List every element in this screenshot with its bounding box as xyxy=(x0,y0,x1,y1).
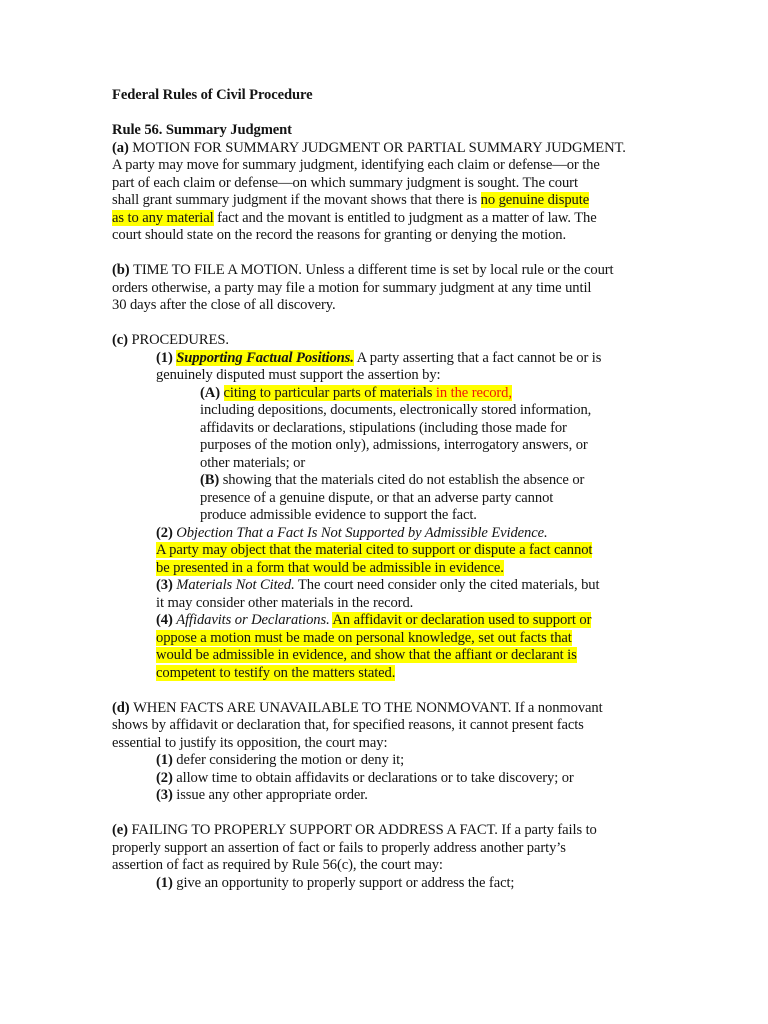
text-line xyxy=(112,227,728,245)
text-segment: A party may move for summary judgment, identifying each claim or defense—or the xyxy=(112,157,600,173)
text-segment: An affidavit or declaration used to support or xyxy=(332,612,592,628)
text-segment: citing to particular parts of materials xyxy=(223,384,436,401)
text-segment: Federal Rules of Civil Procedure xyxy=(112,87,313,103)
text-line xyxy=(112,595,728,613)
text-line xyxy=(112,630,728,648)
text-segment: (a) xyxy=(112,139,133,156)
text-line xyxy=(112,507,728,525)
text-segment: orders otherwise, a party may file a motion for summary judgment at any time until xyxy=(112,279,592,296)
text-segment: assertion of fact as required by Rule 56(c), the court may: xyxy=(112,857,443,873)
text-segment: as to any material xyxy=(112,209,214,226)
text-segment: Rule 56. Summary Judgment xyxy=(112,122,292,138)
text-line xyxy=(112,297,728,315)
text-line xyxy=(112,175,728,193)
text-segment: (c) xyxy=(112,332,132,348)
text-segment: other materials; or xyxy=(200,454,306,471)
text-segment: purposes of the motion only), admissions, interrogatory answers, or xyxy=(200,437,588,453)
text-segment: (3) xyxy=(156,787,177,803)
text-line xyxy=(112,367,728,385)
text-line xyxy=(112,735,728,753)
text-line xyxy=(112,385,728,403)
text-line xyxy=(112,840,728,858)
text-segment: presence of a genuine dispute, or that an adverse party cannot xyxy=(200,489,554,506)
text-line xyxy=(112,647,728,665)
text-segment: A party may object that the material cited to support or dispute a fact cannot xyxy=(156,542,593,558)
text-line xyxy=(112,542,728,560)
blank-line xyxy=(112,105,728,123)
text-segment: part of each claim or defense—on which summary judgment is sought. The court xyxy=(112,174,578,191)
text-segment: no genuine dispute xyxy=(480,192,590,208)
text-segment: give an opportunity to properly support or address the fact; xyxy=(176,874,515,891)
text-segment: essential to justify its opposition, the court may: xyxy=(112,734,388,751)
text-line xyxy=(112,472,728,490)
text-segment: (1) xyxy=(156,349,177,366)
text-segment: (2) xyxy=(156,524,177,541)
text-segment: allow time to obtain affidavits or declarations or to take discovery; or xyxy=(176,769,574,786)
text-segment: competent to testify on the matters stated. xyxy=(156,664,396,681)
text-line xyxy=(112,665,728,683)
text-segment: Affidavits or Declarations. xyxy=(176,612,330,628)
text-segment: Materials Not Cited. xyxy=(176,577,295,593)
text-segment: (B) xyxy=(200,472,223,488)
text-line xyxy=(112,612,728,630)
text-line xyxy=(112,192,728,210)
text-line xyxy=(112,490,728,508)
text-segment: MOTION FOR SUMMARY JUDGMENT OR PARTIAL SUMMARY JUDGMENT. xyxy=(132,139,626,156)
text-segment: (1) xyxy=(156,874,177,891)
text-segment: A party asserting that a fact cannot be or is xyxy=(353,349,602,366)
text-line xyxy=(112,262,728,280)
text-segment: would be admissible in evidence, and show that the affiant or declarant is xyxy=(156,647,577,663)
text-line xyxy=(112,332,728,350)
text-segment: it may consider other materials in the record. xyxy=(156,594,414,611)
text-segment: court should state on the record the reasons for granting or denying the motion. xyxy=(112,227,567,243)
text-segment: Objection That a Fact Is Not Supported by Admissible Evidence. xyxy=(176,524,548,541)
text-segment: showing that the materials cited do not establish the absence or xyxy=(222,472,585,488)
text-line xyxy=(112,717,728,735)
text-segment: in the record, xyxy=(435,384,512,401)
blank-line xyxy=(112,805,728,823)
text-segment: shall grant summary judgment if the movant shows that there is xyxy=(112,192,481,208)
text-segment: (1) xyxy=(156,752,177,768)
text-segment: WHEN FACTS ARE UNAVAILABLE TO THE NONMOVANT. If a nonmovant xyxy=(133,699,603,716)
text-line xyxy=(112,787,728,805)
text-line xyxy=(112,577,728,595)
text-segment: Supporting Factual Positions. xyxy=(176,349,354,366)
text-line xyxy=(112,857,728,875)
blank-line xyxy=(112,682,728,700)
text-line xyxy=(112,157,728,175)
text-segment: (d) xyxy=(112,699,134,716)
text-line xyxy=(112,437,728,455)
text-segment: (4) xyxy=(156,612,177,628)
text-line xyxy=(112,140,728,158)
text-segment: (e) xyxy=(112,822,132,838)
text-line xyxy=(112,770,728,788)
text-segment: affidavits or declarations, stipulations (including those made for xyxy=(200,419,567,436)
text-segment: shows by affidavit or declaration that, for specified reasons, it cannot present facts xyxy=(112,717,584,733)
text-segment: genuinely disputed must support the assertion by: xyxy=(156,367,441,383)
text-segment: (2) xyxy=(156,769,177,786)
text-line xyxy=(112,455,728,473)
text-segment: 30 days after the close of all discovery. xyxy=(112,297,336,313)
text-line xyxy=(112,525,728,543)
text-line xyxy=(112,122,728,140)
text-segment: produce admissible evidence to support the fact. xyxy=(200,507,477,523)
text-segment: including depositions, documents, electronically stored information, xyxy=(200,402,592,418)
text-segment: The court need consider only the cited materials, but xyxy=(294,577,600,593)
text-line xyxy=(112,700,728,718)
text-segment: oppose a motion must be made on personal knowledge, set out facts that xyxy=(156,629,572,646)
text-segment: (A) xyxy=(200,384,224,401)
text-line xyxy=(112,420,728,438)
text-line xyxy=(112,402,728,420)
text-line xyxy=(112,875,728,893)
text-line xyxy=(112,210,728,228)
blank-line xyxy=(112,315,728,333)
text-segment: properly support an assertion of fact or fails to properly address another party’s xyxy=(112,839,566,856)
text-segment: PROCEDURES. xyxy=(131,332,229,348)
text-segment: (3) xyxy=(156,577,177,593)
blank-line xyxy=(112,245,728,263)
text-segment: defer considering the motion or deny it; xyxy=(176,752,405,768)
text-segment: be presented in a form that would be admissible in evidence. xyxy=(156,559,504,576)
text-line xyxy=(112,822,728,840)
text-segment: fact and the movant is entitled to judgment as a matter of law. The xyxy=(213,209,597,226)
text-line xyxy=(112,87,728,105)
text-line xyxy=(112,560,728,578)
text-line xyxy=(112,280,728,298)
text-segment: (b) xyxy=(112,262,134,278)
text-segment: issue any other appropriate order. xyxy=(176,787,368,803)
text-segment: FAILING TO PROPERLY SUPPORT OR ADDRESS A FACT. If a party fails to xyxy=(131,822,597,838)
text-line xyxy=(112,350,728,368)
text-line xyxy=(112,752,728,770)
text-segment: TIME TO FILE A MOTION. Unless a different time is set by local rule or the court xyxy=(133,262,614,278)
